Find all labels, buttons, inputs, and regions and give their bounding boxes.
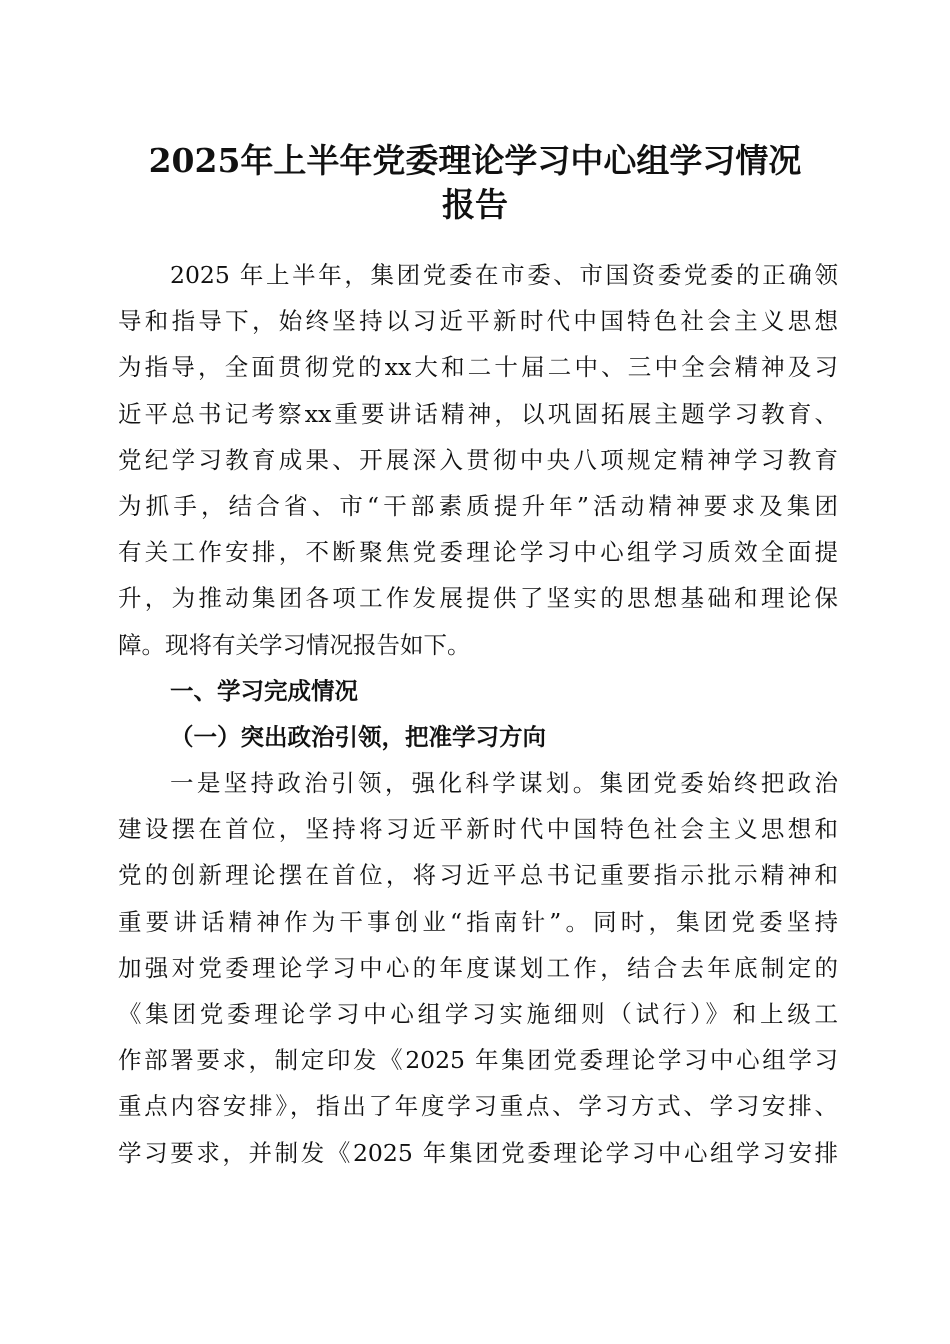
paragraph-line: 为抓手，结合省、市“干部素质提升年”活动精神要求及集团: [118, 491, 838, 520]
section-heading: 一、学习完成情况: [170, 676, 358, 705]
paragraph-line: 有关工作安排，不断聚焦党委理论学习中心组学习质效全面提: [118, 538, 838, 567]
paragraph-line: 导和指导下，始终坚持以习近平新时代中国特色社会主义思想: [118, 307, 838, 336]
paragraph-line: 2025 年上半年，集团党委在市委、市国资委党委的正确领: [170, 261, 838, 289]
paragraph-line: 党的创新理论摆在首位，将习近平总书记重要指示批示精神和: [118, 861, 838, 890]
paragraph-line: 建设摆在首位，坚持将习近平新时代中国特色社会主义思想和: [118, 815, 838, 844]
paragraph-line: 升，为推动集团各项工作发展提供了坚实的思想基础和理论保: [118, 584, 838, 613]
paragraph-line: 障。现将有关学习情况报告如下。: [118, 630, 471, 659]
paragraph-line: 重点内容安排》，指出了年度学习重点、学习方式、学习安排、: [118, 1092, 838, 1121]
paragraph-line: 学习要求，并制发《2025 年集团党委理论学习中心组学习安排: [118, 1138, 838, 1167]
subsection-heading: （一）突出政治引领，把准学习方向: [170, 722, 546, 751]
paragraph-line: 重要讲话精神作为干事创业“指南针”。同时，集团党委坚持: [118, 907, 838, 936]
paragraph-line: 一是坚持政治引领，强化科学谋划。集团党委始终把政治: [170, 769, 838, 798]
paragraph-line: 近平总书记考察xx重要讲话精神，以巩固拓展主题学习教育、: [118, 399, 838, 428]
paragraph-line: 为指导，全面贯彻党的xx大和二十届二中、三中全会精神及习: [118, 353, 838, 382]
paragraph-line: 《集团党委理论学习中心组学习实施细则（试行）》和上级工: [118, 1000, 838, 1028]
document-body: [118, 252, 838, 1176]
paragraph-line: 加强对党委理论学习中心的年度谋划工作，结合去年底制定的: [118, 953, 838, 982]
intro-paragraph: [118, 252, 838, 668]
document-title-line-2: 报告: [442, 185, 508, 224]
document-title-line-1: 2025年上半年党委理论学习中心组学习情况: [148, 141, 802, 180]
section-paragraph: [118, 760, 838, 1176]
paragraph-line: 党纪学习教育成果、开展深入贯彻中央八项规定精神学习教育: [118, 445, 838, 474]
paragraph-line: 作部署要求，制定印发《2025 年集团党委理论学习中心组学习: [118, 1046, 838, 1075]
